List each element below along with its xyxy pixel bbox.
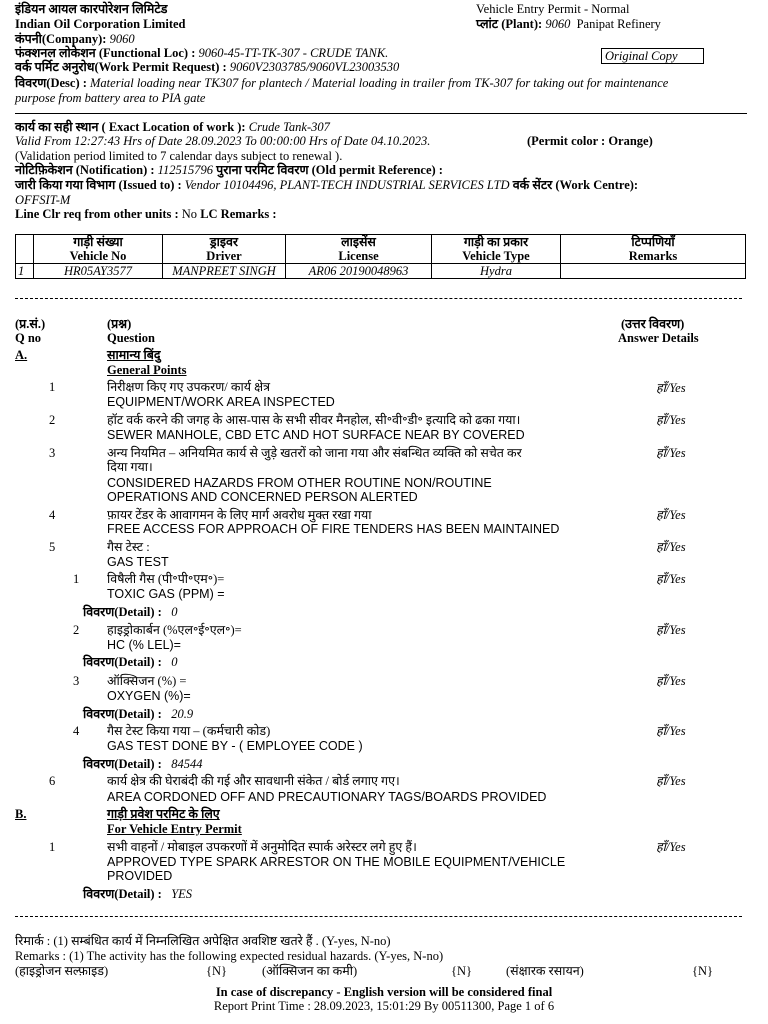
- question-number: 1: [49, 380, 56, 394]
- answer-value: हाँ/Yes: [656, 623, 686, 637]
- question-number: 3: [49, 446, 56, 460]
- question-text-hi: अन्य नियमित – अनियमित कार्य से जुड़े खतरों को जाना गया और संबन्धित व्यक्ति को सचेत कर: [107, 446, 522, 460]
- question-text-en: GAS TEST DONE BY - ( EMPLOYEE CODE ): [107, 739, 363, 753]
- sub-question-number: 2: [73, 623, 80, 637]
- section-b-letter: B.: [15, 807, 27, 821]
- col-header-license: [286, 235, 432, 264]
- functional-location-line: [15, 46, 388, 60]
- cell-remarks: [561, 264, 746, 279]
- line-clr-value: No: [181, 207, 198, 221]
- header-hi: गाड़ी का प्रकार: [463, 235, 529, 249]
- detail-label: विवरण(Detail) :: [83, 655, 162, 669]
- question-text-en: FREE ACCESS FOR APPROACH OF FIRE TENDERS HAS BEEN MAINTAINED: [107, 522, 560, 536]
- report-print-time: Report Print Time : 28.09.2023, 15:01:29 By 00511300, Page 1 of 6: [213, 999, 555, 1013]
- col-header-vehicle-type: [432, 235, 561, 264]
- answer-value: हाँ/Yes: [656, 381, 686, 395]
- answer-value: हाँ/Yes: [656, 413, 686, 427]
- cell-vehicle-no: HR05AY3577: [34, 264, 163, 279]
- qno-header-en: Q no: [15, 331, 42, 345]
- answer-header-en: Answer Details: [618, 331, 699, 345]
- detail-line: [83, 887, 192, 901]
- divider: [15, 113, 747, 114]
- question-text-hi: विषैली गैस (पी॰पी॰एम॰)=: [107, 572, 225, 586]
- header-en: Vehicle Type: [462, 249, 530, 263]
- answer-header-hi: (उत्तर विवरण): [621, 317, 685, 331]
- question-number: 4: [49, 508, 56, 522]
- answer-value: हाँ/Yes: [656, 840, 686, 854]
- question-text-en: CONSIDERED HAZARDS FROM OTHER ROUTINE NON/ROUTINE: [107, 476, 492, 490]
- hazard-oxygen-value: {N}: [451, 964, 473, 978]
- issued-value: Vendor 10104496, PLANT-TECH INDUSTRIAL SERVICES LTD: [184, 178, 510, 192]
- issued-label: जारी किया गया विभाग (Issued to) :: [15, 178, 182, 192]
- detail-label: विवरण(Detail) :: [83, 605, 162, 619]
- description-line-2: purpose from battery area to PIA gate: [15, 91, 206, 105]
- answer-value: हाँ/Yes: [656, 508, 686, 522]
- location-label: कार्य का सही स्थान ( Exact Location of work ):: [15, 120, 246, 134]
- section-a-title-en: General Points: [107, 363, 187, 377]
- question-text-en: AREA CORDONED OFF AND PRECAUTIONARY TAGS/BOARDS PROVIDED: [107, 790, 547, 804]
- detail-line: [83, 655, 177, 669]
- header-en: License: [338, 249, 379, 263]
- answer-value: हाँ/Yes: [656, 774, 686, 788]
- question-text-hi: कार्य क्षेत्र की घेराबंदी की गई और सावधानी संकेत / बोर्ड लगाए गए।: [107, 774, 400, 788]
- hazard-h2s-value: {N}: [206, 964, 228, 978]
- plant-name: Panipat Refinery: [576, 17, 661, 31]
- answer-value: हाँ/Yes: [656, 572, 686, 586]
- detail-line: [83, 757, 202, 771]
- hazard-oxygen: (ऑक्सिजन का कमी): [262, 964, 358, 978]
- cell-vehicle-type: Hydra: [432, 264, 561, 279]
- remarks-english: Remarks : (1) The activity has the following expected residual hazards. (Y-yes, N-no): [15, 949, 444, 963]
- question-text-en: OXYGEN (%)=: [107, 689, 191, 703]
- sub-question-number: 3: [73, 674, 80, 688]
- header-hi: लाइसेंस: [341, 235, 376, 249]
- question-text-hi: दिया गया।: [107, 460, 153, 474]
- hazard-h2s: (हाइड्रोजन सल्फ़ाइड): [15, 964, 109, 978]
- divider: [15, 916, 742, 917]
- work-permit-request-line: [15, 60, 399, 74]
- answer-value: हाँ/Yes: [656, 674, 686, 688]
- old-permit-label: पुराना परमिट विवरण (Old permit Reference) :: [216, 163, 443, 177]
- issued-to-line: [15, 178, 638, 192]
- desc-value: Material loading near TK307 for plantech / Material loading in trailer from TK-307 for taking out for maintenance: [90, 76, 669, 90]
- lc-remarks-label: LC Remarks :: [200, 207, 277, 221]
- discrepancy-note: In case of discrepancy - English version will be considered final: [215, 985, 553, 999]
- header-en: Remarks: [628, 249, 678, 263]
- question-number: 6: [49, 774, 56, 788]
- question-text-hi: ऑक्सिजन (%) =: [107, 674, 187, 688]
- detail-value: YES: [171, 887, 193, 901]
- question-text-hi: निरीक्षण किए गए उपकरण/ कार्य क्षेत्र: [107, 380, 270, 394]
- col-header-remarks: [561, 235, 746, 264]
- col-header-driver: [163, 235, 286, 264]
- detail-line: [83, 605, 177, 619]
- col-header-index: [16, 235, 34, 264]
- floc-value: 9060-45-TT-TK-307 - CRUDE TANK.: [198, 46, 389, 60]
- vehicle-table-header-row: [16, 235, 746, 264]
- detail-value: 0: [171, 605, 178, 619]
- question-text-en: GAS TEST: [107, 555, 169, 569]
- detail-label: विवरण(Detail) :: [83, 757, 162, 771]
- floc-label: फंक्शनल लोकेशन (Functional Loc) :: [15, 46, 196, 60]
- cell-index: 1: [16, 264, 34, 279]
- divider: [15, 298, 742, 299]
- header-en: Vehicle No: [69, 249, 127, 263]
- header-hi: ड्राइवर: [209, 235, 239, 249]
- plant-label: प्लांट (Plant):: [476, 17, 543, 31]
- permit-color: (Permit color : Orange): [527, 134, 653, 148]
- cell-driver: MANPREET SINGH: [163, 264, 286, 279]
- question-number: 2: [49, 413, 56, 427]
- plant-line: [476, 17, 661, 31]
- answer-value: हाँ/Yes: [656, 724, 686, 738]
- hazard-corrosive: (संक्षारक रसायन): [506, 964, 584, 978]
- question-text-hi: सभी वाहनों / मोबाइल उपकरणों में अनुमोदित स्पार्क अरेस्टर लगे हुए हैं।: [107, 840, 417, 854]
- org-name-hindi: इंडियन आयल कारपोरेशन लिमिटेड: [15, 2, 168, 16]
- section-b-title-en: For Vehicle Entry Permit: [107, 822, 242, 836]
- section-b-title-hi: गाड़ी प्रवेश परमिट के लिए: [107, 807, 220, 821]
- vehicle-table: [15, 234, 746, 279]
- question-text-hi: फ़ायर टेंडर के आवागमन के लिए मार्ग अवरोध मुक्त रखा गया: [107, 508, 372, 522]
- question-text-hi: हॉट वर्क करने की जगह के आस-पास के सभी सीवर मैनहोल, सी॰वी॰डी॰ इत्यादि को ढका गया।: [107, 413, 521, 427]
- question-text-en: APPROVED TYPE SPARK ARRESTOR ON THE MOBILE EQUIPMENT/VEHICLE: [107, 855, 566, 869]
- desc-label: विवरण(Desc) :: [15, 76, 87, 90]
- original-copy-badge: Original Copy: [601, 48, 704, 64]
- qno-header-hi: (प्र.सं.): [15, 317, 46, 331]
- detail-line: [83, 707, 193, 721]
- plant-value: 9060: [545, 17, 571, 31]
- header-en: Driver: [206, 249, 242, 263]
- org-name: Indian Oil Corporation Limited: [15, 17, 186, 31]
- question-header-en: Question: [107, 331, 155, 345]
- work-centre-label: वर्क सेंटर (Work Centre):: [512, 178, 639, 192]
- remarks-hindi: रिमार्क : (1) सम्बंधित कार्य में निम्नलिखित अपेक्षित अवशिष्ट खतरे हैं . (Y-yes, N-no): [15, 934, 391, 948]
- company-label: कंपनी(Company):: [15, 32, 107, 46]
- wpr-value: 9060V2303785/9060VL23003530: [229, 60, 400, 74]
- question-text-en: HC (% LEL)=: [107, 638, 181, 652]
- question-text-en: TOXIC GAS (PPM) =: [107, 587, 225, 601]
- description-line-1: [15, 76, 668, 90]
- header-hi: टिप्पणियाँ: [631, 235, 675, 249]
- detail-value: 0: [171, 655, 178, 669]
- sub-question-number: 1: [73, 572, 80, 586]
- line-clr-label: Line Clr req from other units :: [15, 207, 179, 221]
- permit-type: Vehicle Entry Permit - Normal: [476, 2, 630, 16]
- detail-label: विवरण(Detail) :: [83, 887, 162, 901]
- question-number: 1: [49, 840, 56, 854]
- notification-value: 112515796: [157, 163, 213, 177]
- validity-line: Valid From 12:27:43 Hrs of Date 28.09.2023 To 00:00:00 Hrs of Date 04.10.2023.: [15, 134, 431, 148]
- detail-value: 84544: [171, 757, 203, 771]
- question-number: 5: [49, 540, 56, 554]
- detail-label: विवरण(Detail) :: [83, 707, 162, 721]
- question-text-hi: गैस टेस्ट किया गया – (कर्मचारी कोड): [107, 724, 271, 738]
- location-value: Crude Tank-307: [248, 120, 330, 134]
- answer-value: हाँ/Yes: [656, 446, 686, 460]
- company-value: 9060: [109, 32, 135, 46]
- wpr-label: वर्क पर्मिट अनुरोध(Work Permit Request) :: [15, 60, 227, 74]
- question-text-en: SEWER MANHOLE, CBD ETC AND HOT SURFACE NEAR BY COVERED: [107, 428, 525, 442]
- line-clear-line: [15, 207, 277, 221]
- table-row: [16, 264, 746, 279]
- question-text-en: EQUIPMENT/WORK AREA INSPECTED: [107, 395, 335, 409]
- work-centre-value: OFFSIT-M: [15, 193, 71, 207]
- sub-question-number: 4: [73, 724, 80, 738]
- question-text-hi: हाइड्रोकार्बन (%एल॰ई॰एल॰)=: [107, 623, 242, 637]
- detail-value: 20.9: [171, 707, 194, 721]
- hazard-corrosive-value: {N}: [692, 964, 714, 978]
- question-text-en: OPERATIONS AND CONCERNED PERSON ALERTED: [107, 490, 418, 504]
- notification-label: नोटिफ़िकेशन (Notification) :: [15, 163, 155, 177]
- notification-line: [15, 163, 443, 177]
- company-line: [15, 32, 135, 46]
- exact-location-line: [15, 120, 330, 134]
- question-text-en: PROVIDED: [107, 869, 173, 883]
- validation-note: (Validation period limited to 7 calendar days subject to renewal ).: [15, 149, 343, 163]
- question-text-hi: गैस टेस्ट :: [107, 540, 150, 554]
- col-header-vehicle-no: [34, 235, 163, 264]
- section-a-title-hi: सामान्य बिंदु: [107, 348, 161, 362]
- header-hi: गाड़ी संख्या: [73, 235, 123, 249]
- question-header-hi: (प्रश्न): [107, 317, 132, 331]
- section-a-letter: A.: [15, 348, 28, 362]
- answer-value: हाँ/Yes: [656, 540, 686, 554]
- cell-license: AR06 20190048963: [286, 264, 432, 279]
